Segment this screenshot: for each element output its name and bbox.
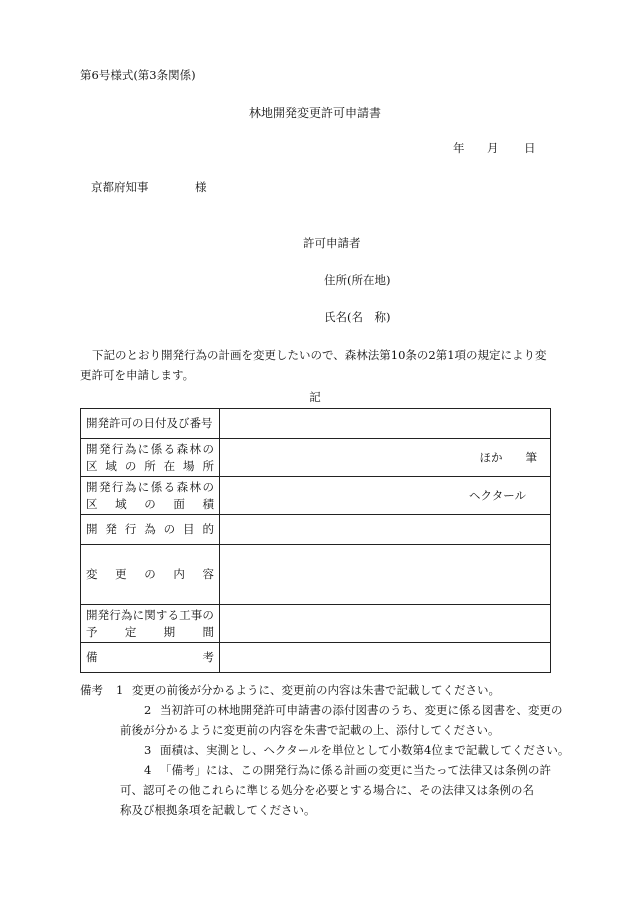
note-text: 称及び根拠条項を記載してください。 (120, 803, 316, 817)
row-label-cell (81, 439, 220, 477)
addressee-honorific: 様 (195, 180, 207, 194)
table-row (81, 409, 551, 439)
row-value-cell[interactable] (220, 643, 551, 673)
row-label-cell (81, 545, 220, 605)
row-label-char: 行 (111, 479, 124, 494)
note-text: 「備考」には、この開発行為に係る計画の変更に当たって法律又は条例の許 (160, 763, 551, 777)
applicant-name-label: 氏名(名 称) (324, 310, 391, 324)
row-label-line (86, 479, 214, 496)
row-label-char: 開 (86, 441, 98, 456)
row-label-char: る (167, 607, 179, 622)
notes-section (80, 680, 570, 820)
row-label-char: 行 (124, 522, 137, 536)
row-label-line (86, 624, 214, 641)
row-unit-suffix: ほか 筆 (479, 450, 537, 464)
row-label-char: の (202, 607, 214, 622)
note-text: 当初許可の林地開発許可申請書の添付図書のうち、変更に係る図書を、変更の (160, 703, 563, 717)
row-label-char: の (124, 458, 137, 473)
row-label-char: 開発許可の日付及び番号 (86, 416, 213, 430)
body-paragraph: 下記のとおり開発行為の計画を変更したいので、森林法第10条の2第1項の規定により変更許可を申請します。 (80, 348, 547, 382)
note-line (80, 700, 563, 720)
row-label-cell (81, 643, 220, 673)
note-number: 2 (144, 703, 152, 717)
row-label-char: 域 (105, 458, 117, 473)
row-label-char: に (132, 607, 145, 622)
note-line (80, 740, 570, 760)
row-label-char: の (202, 479, 214, 494)
row-label-char: 発 (98, 479, 111, 494)
note-line (80, 800, 550, 820)
row-label-char: 森 (176, 479, 189, 494)
row-label-char: 為 (124, 441, 137, 456)
row-label-char: る (163, 441, 176, 456)
row-label-line (86, 607, 214, 624)
notes-label: 備考 (80, 683, 103, 697)
addressee-name: 京都府知事 (91, 180, 149, 194)
row-label-char: 工 (179, 607, 191, 622)
row-label-line (86, 521, 214, 538)
row-label-char: 行 (109, 607, 121, 622)
applicant-address-label: 住所(所在地) (324, 273, 391, 287)
row-label-char: 区 (86, 458, 98, 473)
row-label-char: 開 (86, 522, 98, 536)
row-label-char: 更 (115, 567, 127, 581)
note-number: 3 (144, 743, 152, 757)
row-label-char: 考 (202, 650, 214, 664)
row-value-cell[interactable] (220, 605, 551, 643)
row-label-char: 予 (86, 624, 98, 639)
row-label-char: 為 (120, 607, 133, 622)
row-label-char: 為 (124, 479, 137, 494)
row-label-char: の (144, 496, 156, 511)
row-unit-suffix: ヘクタール (468, 488, 526, 502)
row-label-char: 的 (202, 522, 214, 536)
row-label-char: 目 (183, 522, 195, 536)
date-year-label: 年 (453, 141, 465, 155)
application-table (80, 408, 551, 673)
application-table-body (81, 409, 551, 673)
row-label-char: 発 (98, 441, 111, 456)
row-label-line (86, 458, 214, 475)
row-label-char: す (155, 607, 168, 622)
row-label-char: 林 (189, 479, 201, 494)
row-label-char: 面 (173, 496, 185, 511)
row-label-char: 定 (124, 624, 137, 639)
row-label-char: 行 (111, 441, 124, 456)
note-line (80, 720, 550, 740)
row-label-char: 開 (86, 479, 98, 494)
table-row (81, 545, 551, 605)
row-value-cell[interactable] (220, 515, 551, 545)
row-label-char: の (163, 522, 176, 536)
row-label-char: の (202, 441, 214, 456)
note-line (80, 760, 550, 780)
row-label-line (86, 496, 214, 513)
ki-heading: 記 (309, 390, 321, 404)
note-line (80, 780, 550, 800)
date-day-label: 日 (524, 141, 536, 155)
row-label-char: 容 (202, 567, 214, 581)
row-label-char: 備 (86, 650, 98, 664)
row-label-char: 発 (97, 607, 110, 622)
row-label-char: 間 (202, 624, 214, 639)
row-label-char: の (144, 567, 156, 581)
note-number: 4 (144, 763, 152, 777)
row-label-line (86, 415, 214, 432)
row-label-char: 場 (183, 458, 195, 473)
row-label-char: 係 (150, 441, 163, 456)
row-label-char: 区 (86, 496, 98, 511)
note-text: 面積は、実測とし、ヘクタールを単位として小数第4位まで記載してください。 (160, 743, 570, 757)
row-label-char: に (137, 441, 150, 456)
row-label-char: 関 (144, 607, 156, 622)
row-label-char: 森 (176, 441, 189, 456)
row-label-char: に (137, 479, 150, 494)
row-label-char: 期 (163, 624, 176, 639)
note-text: 変更の前後が分かるように、変更前の内容は朱書で記載してください。 (132, 683, 500, 697)
table-row (81, 605, 551, 643)
row-label-char: る (163, 479, 176, 494)
applicant-label: 許可申請者 (303, 236, 361, 250)
row-label-line (86, 441, 214, 458)
table-row (81, 439, 551, 477)
row-label-char: 係 (150, 479, 163, 494)
note-text: 可、認可その他これらに準じる処分を必要とする場合に、その法律又は条例の名 (120, 783, 534, 797)
row-label-char: 為 (144, 522, 156, 536)
row-label-char: 変 (86, 567, 98, 581)
row-label-cell (81, 477, 220, 515)
row-label-line (86, 649, 214, 666)
note-number: 1 (116, 683, 124, 697)
row-value-cell[interactable] (220, 545, 551, 605)
row-label-char: 所 (144, 458, 156, 473)
row-label-cell (81, 515, 220, 545)
row-label-char: 内 (173, 567, 185, 581)
form-title: 林地開発変更許可申請書 (248, 106, 381, 120)
row-label-char: 域 (115, 496, 127, 511)
row-value-cell[interactable] (220, 477, 551, 515)
row-label-char: 林 (189, 441, 201, 456)
row-label-char: 積 (202, 496, 214, 511)
note-line (80, 680, 550, 700)
row-label-cell (81, 409, 220, 439)
note-text: 前後が分かるように変更前の内容を朱書で記載の上、添付してください。 (120, 723, 500, 737)
form-number: 第6号様式(第3条関係) (80, 68, 196, 82)
table-row (81, 477, 551, 515)
table-row (81, 643, 551, 673)
row-label-char: 開 (86, 607, 98, 622)
row-label-cell (81, 605, 220, 643)
row-label-char: 在 (163, 458, 176, 473)
row-label-char: 所 (202, 458, 214, 473)
row-label-char: 発 (105, 522, 117, 536)
row-value-cell[interactable] (220, 409, 551, 439)
row-value-cell[interactable] (220, 439, 551, 477)
row-label-line (86, 566, 214, 583)
date-month-label: 月 (487, 141, 499, 155)
table-row (81, 515, 551, 545)
row-label-char: 事 (190, 607, 203, 622)
